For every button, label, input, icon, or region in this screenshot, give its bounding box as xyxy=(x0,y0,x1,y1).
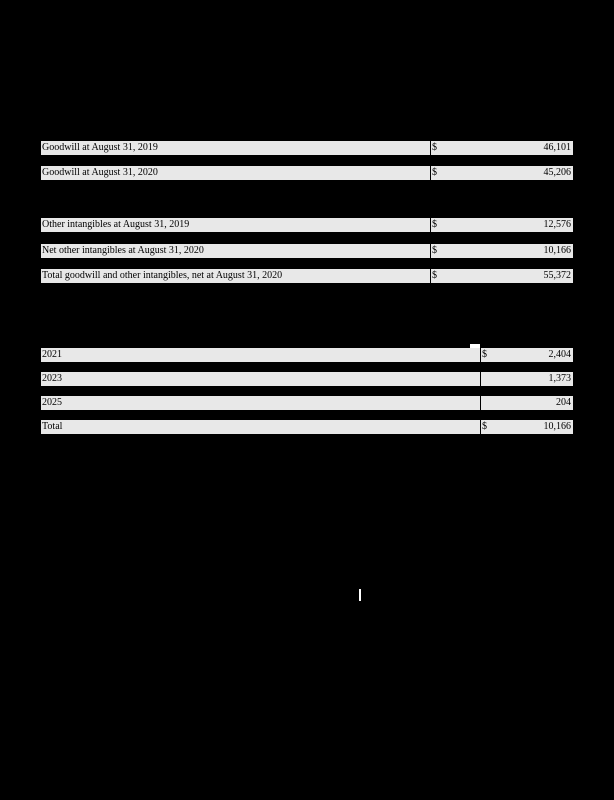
table-row xyxy=(41,396,573,410)
table-row xyxy=(41,244,573,258)
column-divider xyxy=(480,372,481,386)
row-value: 46,101 xyxy=(543,142,571,153)
column-divider xyxy=(430,166,431,180)
row-value: 1,373 xyxy=(548,373,571,384)
row-value: 10,166 xyxy=(543,245,571,256)
row-value: 2,404 xyxy=(548,349,571,360)
column-divider xyxy=(430,244,431,258)
column-divider xyxy=(480,396,481,410)
currency-symbol: $ xyxy=(482,349,487,360)
row-value: 45,206 xyxy=(543,167,571,178)
row-value: 204 xyxy=(556,397,571,408)
column-divider xyxy=(430,141,431,155)
row-label: Goodwill at August 31, 2020 xyxy=(42,167,158,178)
column-divider xyxy=(480,420,481,434)
row-label: 2025 xyxy=(42,397,62,408)
column-divider xyxy=(430,269,431,283)
currency-symbol: $ xyxy=(432,142,437,153)
table-row xyxy=(41,348,573,362)
row-label: Total goodwill and other intangibles, net at August 31, 2020 xyxy=(42,270,283,281)
row-label: 2023 xyxy=(42,373,62,384)
row-label: Net other intangibles at August 31, 2020 xyxy=(42,245,204,256)
row-value: 55,372 xyxy=(543,270,571,281)
table-row xyxy=(41,372,573,386)
table-row xyxy=(41,420,573,434)
table-row xyxy=(41,166,573,180)
currency-symbol: $ xyxy=(482,421,487,432)
currency-symbol: $ xyxy=(432,245,437,256)
row-value: 10,166 xyxy=(543,421,571,432)
table-row xyxy=(41,218,573,232)
currency-symbol: $ xyxy=(432,167,437,178)
row-label: 2021 xyxy=(42,349,62,360)
currency-symbol: $ xyxy=(432,270,437,281)
column-divider xyxy=(480,348,481,362)
row-label: Goodwill at August 31, 2019 xyxy=(42,142,158,153)
table-row xyxy=(41,141,573,155)
row-label: Total xyxy=(42,421,63,432)
currency-symbol: $ xyxy=(432,219,437,230)
table-row xyxy=(41,269,573,283)
page-mark xyxy=(359,589,361,601)
row-value: 12,576 xyxy=(543,219,571,230)
column-divider xyxy=(430,218,431,232)
row-label: Other intangibles at August 31, 2019 xyxy=(42,219,190,230)
